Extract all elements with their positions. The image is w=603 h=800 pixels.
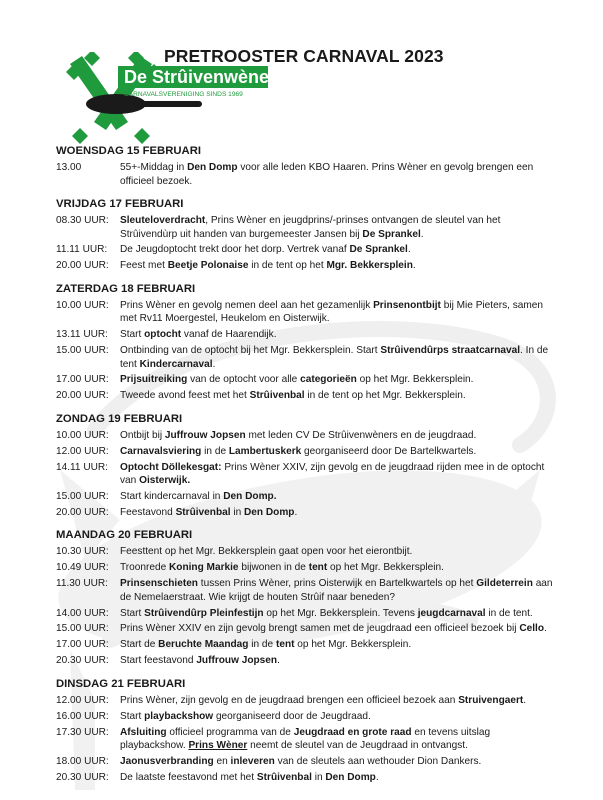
highlighted-text: Beruchte Maandag — [158, 639, 249, 651]
day-heading: VRIJDAG 17 FEBRUARI — [56, 198, 184, 210]
day-heading: MAANDAG 20 FEBRUARI — [56, 529, 193, 542]
description-text: in de tent op het — [248, 260, 327, 272]
description-text: De Jeugdoptocht trekt door het dorp. Vertrek vanaf — [120, 244, 350, 256]
highlighted-text: Juffrouw Jopsen — [196, 655, 278, 667]
day-heading: WOENSDAG 15 FEBRUARI — [56, 145, 201, 157]
description-text: voor alle leden KBO Haaren. Prins Wèner en gevolg brengen een officieel bezoek. — [120, 162, 534, 187]
day-heading: DINSDAG 21 FEBRUARI — [56, 677, 186, 690]
description-text: en tevens uitslag playbackshow. — [120, 726, 491, 752]
description-text: . — [277, 655, 280, 667]
highlighted-text: Koning Markie — [169, 562, 239, 574]
highlighted-text: Jeugdraad en grote raad — [293, 726, 412, 738]
highlighted-text: Prinsenontbijt — [373, 299, 441, 311]
day-section — [56, 196, 556, 273]
highlighted-text: Sleuteloverdracht — [120, 215, 206, 226]
description-text: Tweede avond feest met het — [120, 390, 250, 402]
day-section — [56, 676, 556, 785]
description-text: . — [412, 260, 416, 272]
event-time: 17.00 UUR: — [56, 374, 109, 386]
description-text: , Prins Wèner en jeugdprins/-prinses ontvangen de sleutel van het Strûivendùrp uit handen van burgemeester Jansen bij — [120, 215, 501, 240]
description-text: en — [213, 755, 231, 767]
highlighted-text: tent — [308, 562, 328, 574]
highlighted-text: Juffrouw Jopsen — [164, 429, 246, 441]
description-text: Feest met — [120, 260, 168, 272]
event-time: 15.00 UUR: — [56, 345, 109, 357]
highlighted-text: Struivengaert — [458, 694, 524, 706]
description-text: op het Mgr. Bekkersplein. Tevens — [263, 607, 418, 619]
description-text: in de — [201, 445, 229, 457]
highlighted-text: Lambertuskerk — [228, 445, 302, 457]
highlighted-text: Oisterwijk. — [139, 475, 191, 487]
highlighted-text: Den Domp — [325, 771, 376, 783]
description-text: Feestavond — [120, 506, 176, 518]
description-text: Start de — [120, 639, 159, 651]
highlighted-text: Kindercarnaval — [139, 358, 213, 370]
event-time: 11.30 UUR: — [56, 578, 108, 590]
event-description — [120, 694, 556, 708]
description-text: georganiseerd door de Jeugdraad. — [213, 710, 371, 722]
description-text: 55+-Middag in — [120, 162, 188, 173]
event-row — [56, 654, 556, 668]
description-text: tussen Prins Wèner, prins Oisterwijk en Bartelkwartels op het — [197, 578, 477, 590]
description-text: . — [212, 358, 216, 370]
event-time: 12.00 UUR: — [56, 445, 109, 457]
event-time: 18.00 UUR: — [56, 755, 109, 767]
description-text: Start kindercarnaval in — [120, 491, 224, 503]
day-section — [56, 281, 556, 403]
event-row — [56, 726, 556, 753]
schedule — [56, 143, 556, 792]
day-section — [56, 411, 556, 520]
highlighted-text: Den Domp — [244, 506, 295, 518]
event-row — [56, 299, 556, 326]
event-description — [120, 755, 556, 769]
highlighted-text: inleveren — [230, 755, 275, 767]
page-title: PRETROOSTER CARNAVAL 2023 — [164, 46, 444, 66]
event-row — [56, 694, 556, 708]
event-row — [56, 373, 556, 387]
event-row — [56, 214, 556, 241]
event-description — [120, 161, 556, 188]
description-text: in de — [248, 639, 276, 651]
event-description — [120, 373, 556, 387]
event-row — [56, 259, 556, 273]
highlighted-text: Prins Wèner — [188, 740, 248, 752]
event-description — [120, 445, 556, 459]
description-text: vanaf de Haarendijk. — [181, 329, 277, 341]
description-text: . — [375, 771, 379, 783]
description-text: . — [407, 244, 411, 256]
highlighted-text: Afsluiting — [120, 726, 167, 738]
event-row — [56, 771, 556, 785]
highlighted-text: Strûivendûrp Pleinfestijn — [144, 607, 264, 619]
highlighted-text: Mgr. Bekkersplein — [326, 260, 413, 272]
description-text: Prins Wèner XXIV, zijn gevolg en de jeugdraad rijden mee in de optocht van — [120, 461, 545, 487]
event-time: 10.49 UUR: — [56, 562, 109, 574]
description-text: in de tent. — [485, 607, 533, 619]
highlighted-text: Den Domp — [187, 162, 238, 173]
description-text: Prins Wèner, zijn gevolg en de jeugdraad brengen een officieel bezoek aan — [120, 694, 459, 706]
description-text: van de sleutels aan wethouder Dion Dankers. — [274, 755, 482, 767]
event-row — [56, 506, 556, 520]
day-heading: ZATERDAG 18 FEBRUARI — [56, 282, 196, 295]
event-time: 08.30 UUR: — [56, 215, 109, 226]
description-text: op het Mgr. Bekkersplein. — [327, 562, 444, 574]
event-description — [120, 638, 556, 652]
event-description — [120, 461, 556, 488]
description-text: op het Mgr. Bekkersplein. — [294, 639, 412, 651]
highlighted-text: Jaonusverbranding — [120, 755, 214, 767]
event-description — [120, 328, 556, 342]
event-row — [56, 490, 556, 504]
description-text: . — [420, 228, 424, 240]
event-row — [56, 545, 556, 559]
event-description — [120, 577, 556, 604]
description-text: De laatste feestavond met het — [120, 771, 257, 783]
event-time: 20.30 UUR: — [56, 655, 109, 667]
event-description — [120, 710, 556, 724]
description-text: Start feestavond — [120, 655, 197, 667]
description-text: . In de tent — [120, 345, 549, 370]
event-row — [56, 577, 556, 604]
highlighted-text: De Sprankel — [349, 244, 408, 256]
highlighted-text: jeugdcarnaval — [417, 607, 486, 619]
event-row — [56, 755, 556, 769]
event-time: 14.11 UUR: — [56, 461, 108, 473]
event-row — [56, 561, 556, 575]
description-text: . — [294, 506, 298, 518]
event-time: 10.00 UUR: — [56, 299, 109, 311]
highlighted-text: tent — [275, 639, 295, 651]
event-time: 15.00 UUR: — [56, 623, 109, 635]
event-time: 20.30 UUR: — [56, 771, 109, 783]
event-row — [56, 622, 556, 636]
description-text: Prins Wèner en gevolg nemen deel aan het gezamenlijk — [120, 299, 374, 311]
description-text: bij Mie Pieters, samen met Rv11 Moergestel, Heukelom en Oisterwijk. — [120, 299, 544, 325]
club-logo — [58, 52, 290, 152]
highlighted-text: Den Domp. — [223, 491, 277, 503]
highlighted-text: Gildeterrein — [476, 578, 533, 590]
description-text: Start — [120, 710, 145, 722]
event-time: 14.00 UUR: — [56, 607, 109, 619]
highlighted-text: Beetje Polonaise — [167, 260, 249, 272]
event-row — [56, 710, 556, 724]
event-description — [120, 214, 556, 241]
event-row — [56, 328, 556, 342]
event-description — [120, 429, 556, 443]
event-row — [56, 445, 556, 459]
event-time: 17.00 UUR: — [56, 639, 109, 651]
description-text: officieel programma van de — [166, 726, 294, 738]
event-description — [120, 259, 556, 273]
description-text: Troonrede — [120, 562, 169, 574]
highlighted-text: Carnavalsviering — [120, 445, 202, 457]
description-text: Ontbijt bij — [120, 429, 165, 441]
description-text: met leden CV De Strûivenwèners en de jeugdraad. — [245, 429, 477, 441]
highlighted-text: Prijsuitreiking — [120, 374, 188, 386]
event-description — [120, 506, 556, 520]
event-description — [120, 561, 556, 575]
event-time: 11.11 UUR: — [56, 244, 108, 256]
description-text: Feesttent op het Mgr. Bekkersplein gaat open voor het eierontbijt. — [120, 546, 413, 558]
event-description — [120, 299, 556, 326]
description-text: Prins Wèner XXIV en zijn gevolg brengt samen met de jeugdraad een officieel bezoek bij — [120, 623, 520, 635]
event-time: 13.11 UUR: — [56, 329, 108, 341]
svg-text:De Strûivenwèners: De Strûivenwèners — [124, 67, 287, 87]
event-description — [120, 726, 556, 753]
event-description — [120, 654, 556, 668]
highlighted-text: categorieën — [300, 374, 357, 386]
event-description — [120, 389, 556, 403]
event-row — [56, 161, 556, 188]
event-time: 15.00 UUR: — [56, 491, 109, 503]
svg-text:CARNAVALSVERENIGING SINDS 1969: CARNAVALSVERENIGING SINDS 1969 — [124, 91, 243, 98]
event-time: 20.00 UUR: — [56, 506, 109, 518]
event-time: 17.30 UUR: — [56, 726, 109, 738]
description-text: Start — [120, 329, 145, 341]
description-text: georganiseerd door De Bartelkwartels. — [301, 445, 477, 457]
highlighted-text: Cello — [519, 623, 544, 635]
description-text: in — [230, 506, 244, 518]
event-description — [120, 771, 556, 785]
event-description — [120, 243, 556, 257]
club-name-banner — [118, 66, 286, 98]
highlighted-text: Strûivenbal — [249, 390, 305, 402]
description-text: op het Mgr. Bekkersplein. — [356, 374, 474, 386]
event-time: 20.00 UUR: — [56, 260, 109, 272]
highlighted-text: Optocht Döllekesgat: — [120, 461, 222, 473]
event-description — [120, 607, 556, 621]
description-text: Start — [120, 607, 145, 619]
event-row — [56, 243, 556, 257]
description-text: Ontbinding van de optocht bij het Mgr. Bekkersplein. Start — [120, 345, 381, 357]
event-description — [120, 490, 556, 504]
description-text: in de tent op het Mgr. Bekkersplein. — [304, 390, 466, 402]
event-description — [120, 344, 556, 371]
highlighted-text: optocht — [144, 329, 182, 341]
event-description — [120, 622, 556, 636]
event-time: 20.00 UUR: — [56, 390, 109, 402]
description-text: neemt de sleutel van de Jeugdraad in ontvangst. — [247, 740, 468, 752]
highlighted-text: De Sprankel — [362, 228, 421, 240]
day-section — [56, 527, 556, 667]
event-row — [56, 638, 556, 652]
event-row — [56, 461, 556, 488]
day-section — [56, 143, 556, 188]
highlighted-text: Prinsenschieten — [120, 578, 198, 590]
highlighted-text: Strûivendûrps straatcarnaval — [380, 345, 521, 357]
event-row — [56, 389, 556, 403]
event-time: 13.00 — [56, 162, 82, 173]
event-time: 16.00 UUR: — [56, 710, 109, 722]
description-text: van de optocht voor alle — [187, 374, 301, 386]
event-description — [120, 545, 556, 559]
highlighted-text: playbackshow — [144, 710, 214, 722]
description-text: bijwonen in de — [238, 562, 309, 574]
event-time: 10.30 UUR: — [56, 546, 109, 558]
event-row — [56, 607, 556, 621]
highlighted-text: Strûivenbal — [256, 771, 312, 783]
description-text: . — [523, 694, 527, 706]
description-text: . — [544, 623, 547, 635]
description-text: in — [311, 771, 326, 783]
day-heading: ZONDAG 19 FEBRUARI — [56, 412, 183, 425]
event-time: 12.00 UUR: — [56, 694, 109, 706]
event-time: 10.00 UUR: — [56, 429, 109, 441]
highlighted-text: Strûivenbal — [175, 506, 231, 518]
event-row — [56, 429, 556, 443]
event-row — [56, 344, 556, 371]
description-text: aan de Nemelaerstraat. Wie krijgt de houten Strûif naar beneden? — [120, 578, 553, 603]
